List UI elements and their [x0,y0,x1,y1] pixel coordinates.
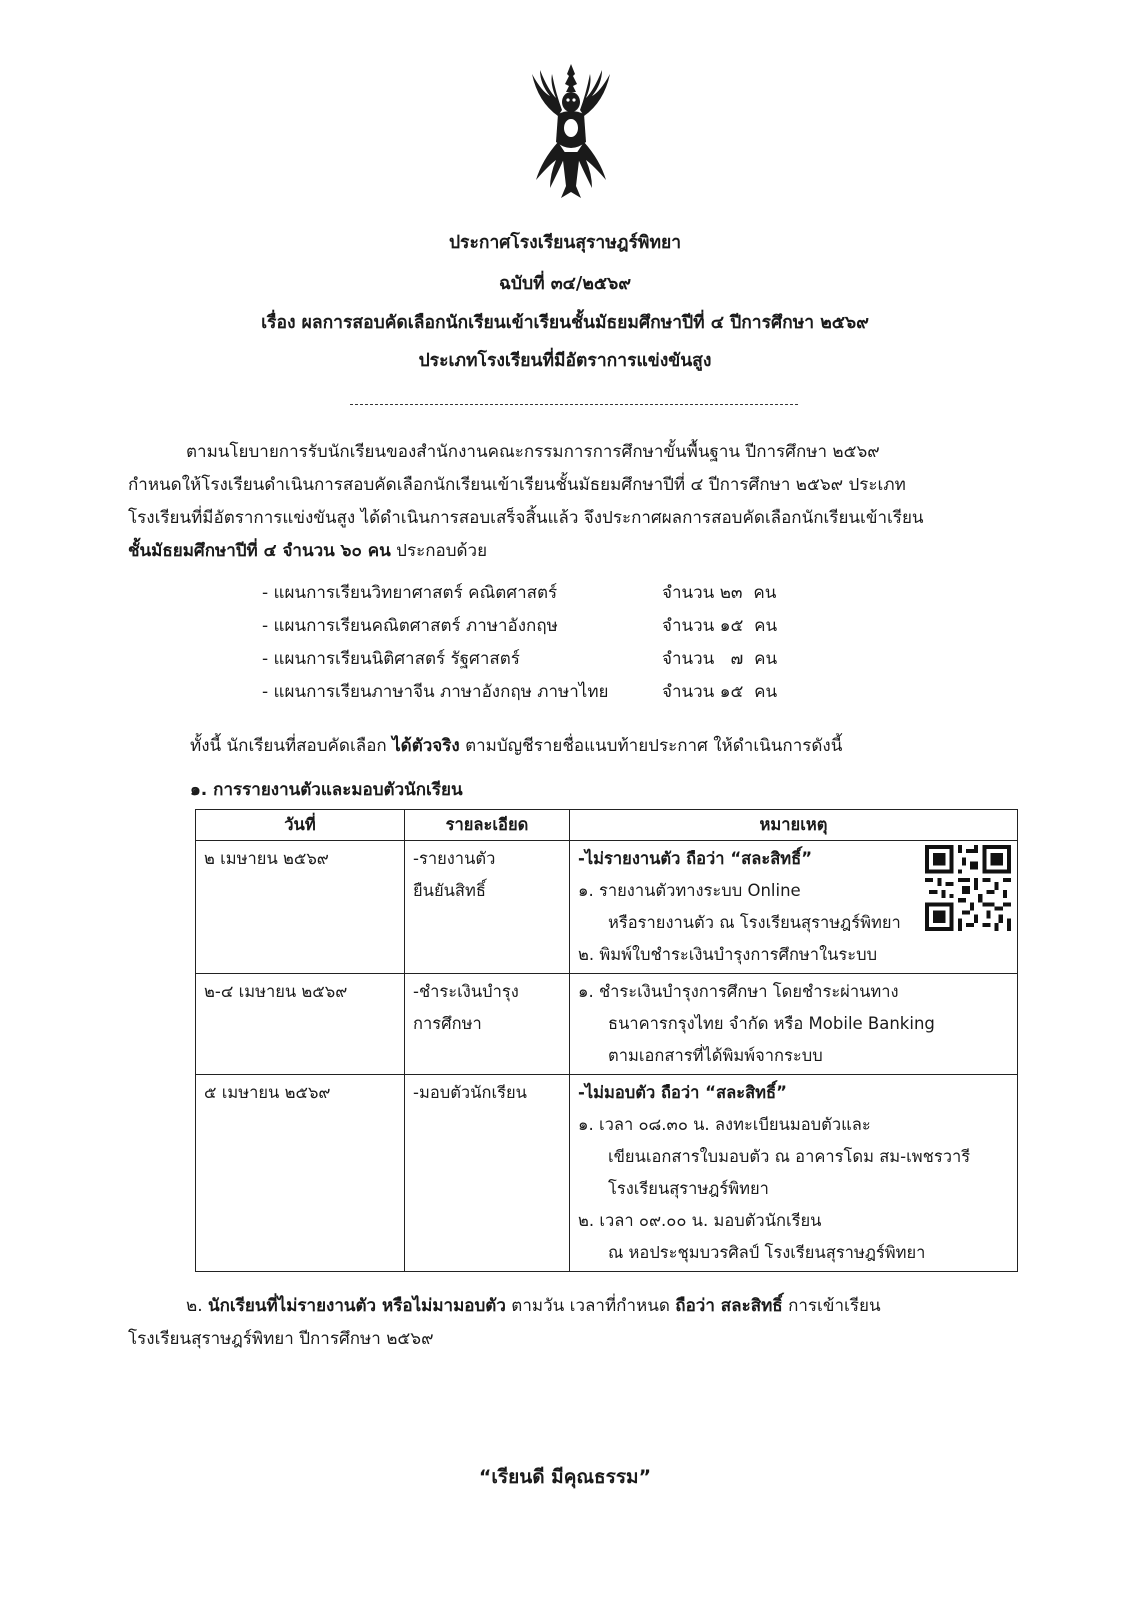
remark-title: -ไม่มอบตัว ถือว่า “สละสิทธิ์” [578,1083,787,1102]
table-row [196,1075,1018,1272]
note-bold: ได้ตัวจริง [392,736,460,756]
table-row [196,974,1018,1075]
intro-total: ชั้นมัธยมศึกษาปีที่ ๔ จำนวน ๖๐ คน [128,541,391,561]
intro-line-4 [128,535,1030,568]
list-item [262,642,822,675]
detail-line: การศึกษา [413,1014,482,1033]
cell-detail [405,974,570,1075]
header-detail: รายละเอียด [405,810,570,841]
list-item [262,609,822,642]
qr-code-icon [925,845,1011,931]
plan-count: จำนวน ๗ คน [662,649,778,669]
note-text: ทั้งนี้ นักเรียนที่สอบคัดเลือก [190,736,393,756]
point-2-bold: นักเรียนที่ไม่รายงานตัว หรือไม่มามอบตัว [208,1296,506,1316]
plan-count: จำนวน ๑๕ คน [662,682,778,702]
table-row [196,841,1018,974]
cell-date: ๒ เมษายน ๒๕๖๙ [196,841,405,974]
intro-paragraph [128,436,1030,568]
remark-line: ๒. เวลา ๐๙.๐๐ น. มอบตัวนักเรียน [578,1211,822,1230]
remark-line: หรือรายงานตัว ณ โรงเรียนสุราษฎร์พิทยา [608,913,901,932]
point-2-line-2: โรงเรียนสุราษฎร์พิทยา ปีการศึกษา ๒๕๖๙ [128,1329,434,1349]
remark-line: ตามเอกสารที่ได้พิมพ์จากระบบ [608,1046,823,1065]
header-date: วันที่ [196,810,405,841]
report-schedule-table [195,809,1018,1272]
remark-line: โรงเรียนสุราษฎร์พิทยา [608,1179,769,1198]
header-remark: หมายเหตุ [570,810,1018,841]
detail-line: -รายงานตัว [413,849,496,868]
announcement-subject: เรื่อง ผลการสอบคัดเลือกนักเรียนเข้าเรียนชั้นมัธยมศึกษาปีที่ ๔ ปีการศึกษา ๒๕๖๙ [261,313,869,333]
school-motto: “เรียนดี มีคุณธรรม” [478,1466,652,1488]
list-item [262,675,822,708]
intro-line-4-rest: ประกอบด้วย [390,541,488,561]
remark-line: ๑. รายงานตัวทางระบบ Online [578,881,801,900]
cell-remark [570,974,1018,1075]
remark-line: ธนาคารกรุงไทย จำกัด หรือ Mobile Banking [608,1014,935,1033]
remark-line: ๒. พิมพ์ใบชำระเงินบำรุงการศึกษาในระบบ [578,945,878,964]
plan-list [262,576,822,708]
garuda-emblem-icon [528,62,614,202]
point-2-text-end: การเข้าเรียน [782,1296,881,1316]
cell-detail [405,841,570,974]
remark-line: เขียนเอกสารใบมอบตัว ณ อาคารโดม สม-เพชรวารี [608,1147,971,1166]
plan-name: - แผนการเรียนคณิตศาสตร์ ภาษาอังกฤษ [262,616,558,636]
cell-remark [570,841,1018,974]
cell-detail [405,1075,570,1272]
table-header-row [196,810,1018,841]
section-1-title: ๑. การรายงานตัวและมอบตัวนักเรียน [190,780,463,800]
list-item [262,576,822,609]
intro-line-3: โรงเรียนที่มีอัตราการแข่งขันสูง ได้ดำเนินการสอบเสร็จสิ้นแล้ว จึงประกาศผลการสอบคัดเลือกนักเรียนเข้าเรียน [128,508,924,528]
instruction-note [190,730,1030,763]
remark-line: ๑. ชำระเงินบำรุงการศึกษา โดยชำระผ่านทาง [578,982,899,1001]
point-2-paragraph [128,1290,1030,1356]
point-2-forfeit: ถือว่า สละสิทธิ์ [675,1296,783,1316]
cell-date: ๕ เมษายน ๒๕๖๙ [196,1075,405,1272]
intro-line-2: กำหนดให้โรงเรียนดำเนินการสอบคัดเลือกนักเรียนเข้าเรียนชั้นมัธยมศึกษาปีที่ ๔ ปีการศึกษา ๒๕๖๙ ประเภท [128,475,906,495]
plan-name: - แผนการเรียนนิติศาสตร์ รัฐศาสตร์ [262,649,520,669]
detail-line: ยืนยันสิทธิ์ [413,881,486,900]
intro-line-1: ตามนโยบายการรับนักเรียนของสำนักงานคณะกรรมการการศึกษาขั้นพื้นฐาน ปีการศึกษา ๒๕๖๙ [186,442,880,462]
remark-title: -ไม่รายงานตัว ถือว่า “สละสิทธิ์” [578,849,813,868]
point-2-number: ๒. [186,1296,209,1316]
detail-line: -มอบตัวนักเรียน [413,1083,527,1102]
point-2-line-1 [128,1290,1030,1323]
cell-date: ๒-๔ เมษายน ๒๕๖๙ [196,974,405,1075]
plan-count: จำนวน ๑๕ คน [662,616,778,636]
divider [350,404,798,405]
remark-line: ณ หอประชุมบวรศิลป์ โรงเรียนสุราษฎร์พิทยา [608,1243,926,1262]
cell-remark [570,1075,1018,1272]
detail-line: -ชำระเงินบำรุง [413,982,519,1001]
plan-count: จำนวน ๒๓ คน [662,583,777,603]
plan-name: - แผนการเรียนภาษาจีน ภาษาอังกฤษ ภาษาไทย [262,682,609,702]
point-2-text: ตามวัน เวลาที่กำหนด [505,1296,676,1316]
issuer-title: ประกาศโรงเรียนสุราษฎร์พิทยา [448,233,682,253]
announcement-number: ฉบับที่ ๓๔/๒๕๖๙ [498,274,632,294]
announcement-category: ประเภทโรงเรียนที่มีอัตราการแข่งขันสูง [418,351,712,371]
plan-name: - แผนการเรียนวิทยาศาสตร์ คณิตศาสตร์ [262,583,558,603]
remark-line: ๑. เวลา ๐๘.๓๐ น. ลงทะเบียนมอบตัวและ [578,1115,871,1134]
note-text-end: ตามบัญชีรายชื่อแนบท้ายประกาศ ให้ดำเนินการดังนี้ [459,736,843,756]
